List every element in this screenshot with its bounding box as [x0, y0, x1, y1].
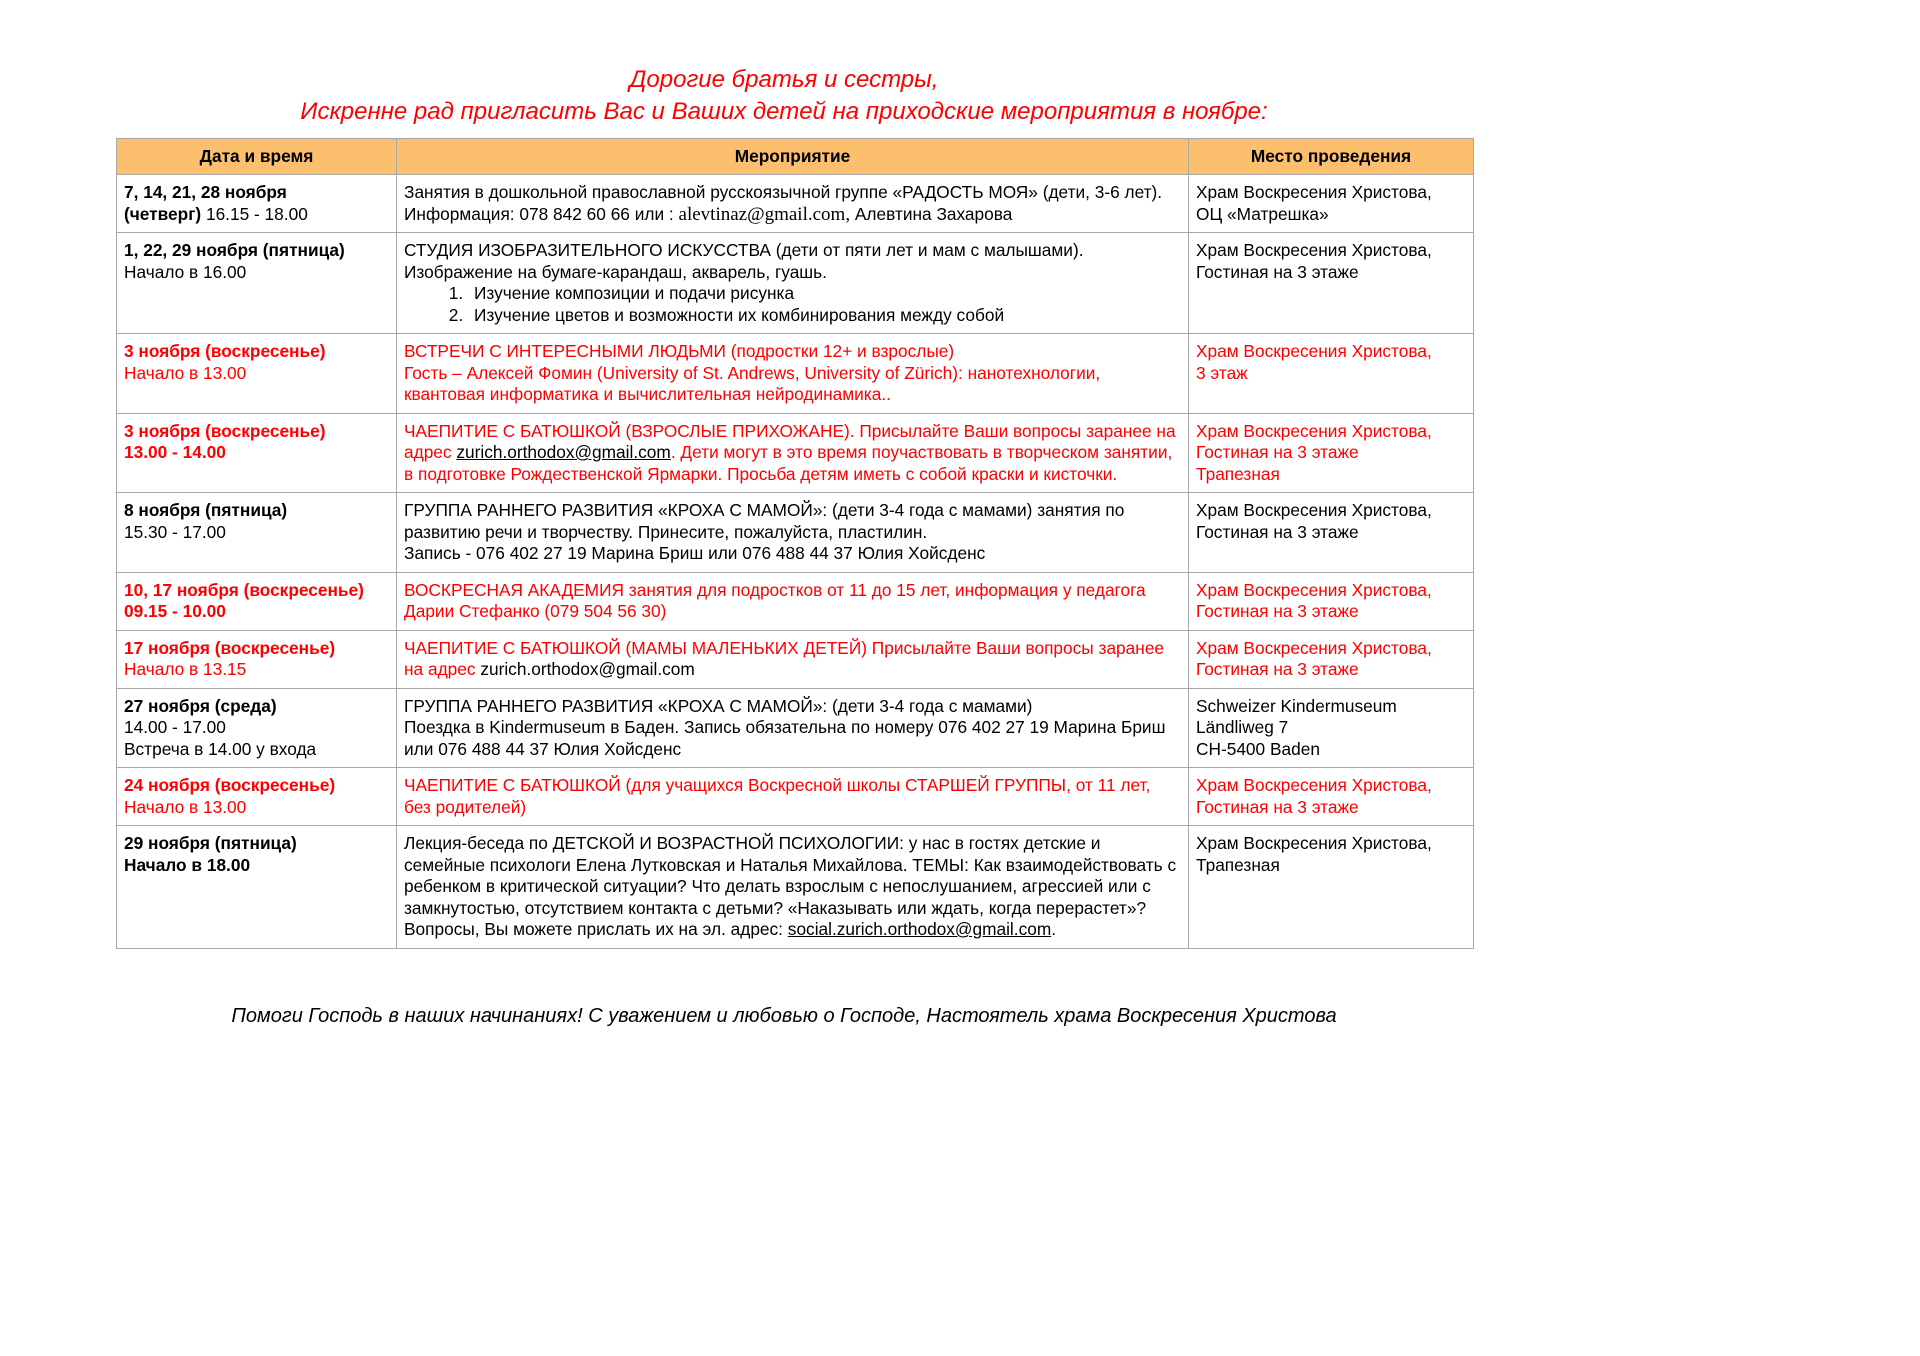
greeting-line-2: Искренне рад пригласить Вас и Ваших детей на приходские мероприятия в ноябре: — [300, 98, 1268, 125]
place-cell — [1189, 493, 1474, 573]
event-description: ЧАЕПИТИЕ С БАТЮШКОЙ (МАМЫ МАЛЕНЬКИХ ДЕТЕЙ) Присылайте Ваши вопросы заранее на адрес — [404, 637, 1165, 679]
event-description: ГРУППА РАННЕГО РАЗВИТИЯ «КРОХА С МАМОЙ»: (дети 3-4 года с мамами) занятия по развитию речи и творчеству. Принесите, пожалуйста, пластилин. — [404, 500, 1125, 542]
event-weekday: (четверг) — [124, 203, 202, 224]
table-row — [117, 768, 1474, 826]
date-cell — [117, 413, 397, 493]
event-description: Гость – Алексей Фомин (University of St. Andrews, University of Zürich): нанотехнологии, квантовая информатика и вычислительная нейродинамика.. — [404, 362, 1101, 404]
place-line: Гостиная на 3 этаже — [1196, 601, 1359, 621]
place-line: Гостиная на 3 этаже — [1196, 521, 1359, 542]
table-row — [117, 826, 1474, 949]
event-time: Начало в 16.00 — [124, 261, 247, 282]
place-cell — [1189, 630, 1474, 688]
date-cell — [117, 768, 397, 826]
place-line: Ländliweg 7 — [1196, 717, 1289, 737]
date-cell — [117, 630, 397, 688]
table-row — [117, 413, 1474, 493]
table-row — [117, 572, 1474, 630]
event-email-link[interactable]: zurich.orthodox@gmail.com — [456, 442, 671, 462]
place-line: Гостиная на 3 этаже — [1196, 261, 1359, 282]
event-date: 8 ноября (пятница) — [124, 500, 288, 520]
event-email: alevtinaz@gmail.com, — [678, 203, 851, 225]
event-description: Лекция-беседа по ДЕТСКОЙ И ВОЗРАСТНОЙ ПСИХОЛОГИИ: у нас в гостях детские и семейные психологи Елена Лутковская и Наталья Михайлова. ТЕМЫ: Как взаимодействовать с ребенком в критической ситуации? Что делать взрослым с непослушанием, агрессией или с замкнутостью, отсутствием контакта с детьми? «Наказывать или ждать, когда перерастет»? Вопросы, Вы можете прислать их на эл. адрес: — [404, 833, 1177, 939]
date-cell — [117, 572, 397, 630]
event-date: 24 ноября (воскресенье) — [124, 775, 336, 795]
event-topics-list — [404, 283, 1181, 326]
place-cell — [1189, 233, 1474, 334]
event-cell — [397, 413, 1189, 493]
event-cell — [397, 826, 1189, 949]
date-cell — [117, 233, 397, 334]
event-cell — [397, 175, 1189, 233]
letter-closing: Помоги Господь в наших начинаниях! С уважением и любовью о Господе, Настоятель храма Воскресения Христова — [231, 1005, 1337, 1027]
list-item: 1. Изучение композиции и подачи рисунка — [468, 283, 1181, 305]
table-row — [117, 175, 1474, 233]
place-line: 3 этаж — [1196, 362, 1248, 383]
event-date: 27 ноября (среда) — [124, 695, 277, 716]
event-description: Изображение на бумаге-карандаш, акварель, гуашь. — [404, 261, 827, 282]
place-line: Трапезная — [1196, 463, 1280, 484]
event-cell — [397, 688, 1189, 768]
event-time: 16.15 - 18.00 — [201, 203, 308, 224]
event-description: ЧАЕПИТИЕ С БАТЮШКОЙ (для учащихся Воскресной школы СТАРШЕЙ ГРУППЫ, от 11 лет, без родителей) — [404, 775, 1151, 817]
event-description: Занятия в дошкольной православной русскоязычной группе «РАДОСТЬ МОЯ» (дети, 3-6 лет). Информация: 078 842 60 66 или : — [404, 182, 1163, 224]
table-row — [117, 334, 1474, 414]
event-description: ВСТРЕЧИ С ИНТЕРЕСНЫМИ ЛЮДЬМИ (подростки 12+ и взрослые) — [404, 341, 955, 361]
place-line: CH-5400 Baden — [1196, 738, 1320, 759]
event-description-end: . — [1051, 919, 1057, 939]
place-line: Храм Воскресения Христова, — [1196, 579, 1432, 600]
event-cell — [397, 572, 1189, 630]
place-line: Храм Воскресения Христова, — [1196, 341, 1432, 361]
event-time: Начало в 13.15 — [124, 659, 247, 679]
place-line: Гостиная на 3 этаже — [1196, 442, 1359, 462]
date-cell — [117, 175, 397, 233]
date-cell — [117, 826, 397, 949]
table-row — [117, 630, 1474, 688]
event-cell — [397, 768, 1189, 826]
list-item: 2. Изучение цветов и возможности их комбинирования между собой — [468, 305, 1181, 327]
event-description: ВОСКРЕСНАЯ АКАДЕМИЯ занятия для подростков от 11 до 15 лет, информация у педагога Дарии Стефанко (079 504 56 30) — [404, 579, 1146, 621]
column-header-event: Мероприятие — [397, 139, 1189, 175]
event-date: 1, 22, 29 ноября (пятница) — [124, 240, 345, 260]
event-description: Поездка в Kindermuseum в Баден. Запись обязательна по номеру 076 402 27 19 Марина Бриш или 076 488 44 37 Юлия Хойсденс — [404, 717, 1166, 759]
place-cell — [1189, 768, 1474, 826]
event-description-continued: . Дети могут в это время поучаствовать в творческом занятии, в подготовке Рождественской Ярмарки. Просьба детям иметь с собой краски и кисточки. — [404, 442, 1173, 484]
table-header-row — [117, 139, 1474, 175]
place-line: Гостиная на 3 этаже — [1196, 796, 1359, 817]
place-line: Храм Воскресения Христова, — [1196, 500, 1432, 520]
event-time: 13.00 - 14.00 — [124, 442, 226, 462]
event-time: 14.00 - 17.00 — [124, 717, 226, 737]
place-line: Schweizer Kindermuseum — [1196, 695, 1397, 716]
event-time: Начало в 13.00 — [124, 362, 247, 383]
event-cell — [397, 630, 1189, 688]
event-date: 3 ноября (воскресенье) — [124, 420, 326, 441]
event-time: 09.15 - 10.00 — [124, 601, 226, 621]
event-description: Запись - 076 402 27 19 Марина Бриш или 076 488 44 37 Юлия Хойсденс — [404, 543, 986, 563]
event-cell — [397, 493, 1189, 573]
date-cell — [117, 493, 397, 573]
event-date: 29 ноября (пятница) — [124, 833, 297, 853]
event-date: 17 ноября (воскресенье) — [124, 637, 336, 658]
event-date: 7, 14, 21, 28 ноября — [124, 182, 287, 202]
event-time: 15.30 - 17.00 — [124, 521, 226, 542]
event-description: ГРУППА РАННЕГО РАЗВИТИЯ «КРОХА С МАМОЙ»: (дети 3-4 года с мамами) — [404, 695, 1033, 716]
event-email-link[interactable]: social.zurich.orthodox@gmail.com — [787, 919, 1052, 939]
place-line: Гостиная на 3 этаже — [1196, 659, 1359, 679]
event-meeting-note: Встреча в 14.00 у входа — [124, 738, 317, 759]
column-header-date: Дата и время — [117, 139, 397, 175]
place-cell — [1189, 688, 1474, 768]
place-cell — [1189, 413, 1474, 493]
table-row — [117, 493, 1474, 573]
place-line: ОЦ «Матрешка» — [1196, 203, 1329, 224]
place-line: Храм Воскресения Христова, — [1196, 637, 1432, 658]
event-cell — [397, 233, 1189, 334]
event-email: zurich.orthodox@gmail.com — [480, 659, 695, 679]
event-description: СТУДИЯ ИЗОБРАЗИТЕЛЬНОГО ИСКУССТВА (дети от пяти лет и мам с малышами). — [404, 240, 1084, 260]
place-line: Храм Воскресения Христова, — [1196, 833, 1432, 853]
place-line: Трапезная — [1196, 854, 1280, 875]
place-cell — [1189, 826, 1474, 949]
letter-greeting — [0, 64, 1568, 128]
greeting-line-1: Дорогие братья и сестры, — [629, 66, 939, 93]
event-time: Начало в 13.00 — [124, 796, 247, 817]
place-line: Храм Воскресения Христова, — [1196, 240, 1432, 260]
place-cell — [1189, 572, 1474, 630]
column-header-place: Место проведения — [1189, 139, 1474, 175]
place-line: Храм Воскресения Христова, — [1196, 182, 1432, 202]
events-table — [116, 138, 1474, 949]
event-cell — [397, 334, 1189, 414]
date-cell — [117, 334, 397, 414]
place-cell — [1189, 175, 1474, 233]
table-row — [117, 688, 1474, 768]
table-row — [117, 233, 1474, 334]
place-line: Храм Воскресения Христова, — [1196, 775, 1432, 795]
event-description: ЧАЕПИТИЕ С БАТЮШКОЙ (ВЗРОСЛЫЕ ПРИХОЖАНЕ). Присылайте Ваши вопросы заранее на адрес — [404, 420, 1176, 462]
event-date: 10, 17 ноября (воскресенье) — [124, 579, 364, 600]
event-time: Начало в 18.00 — [124, 854, 251, 875]
place-cell — [1189, 334, 1474, 414]
date-cell — [117, 688, 397, 768]
event-contact-name: Алевтина Захарова — [850, 203, 1013, 224]
place-line: Храм Воскресения Христова, — [1196, 420, 1432, 441]
event-date: 3 ноября (воскресенье) — [124, 341, 326, 361]
